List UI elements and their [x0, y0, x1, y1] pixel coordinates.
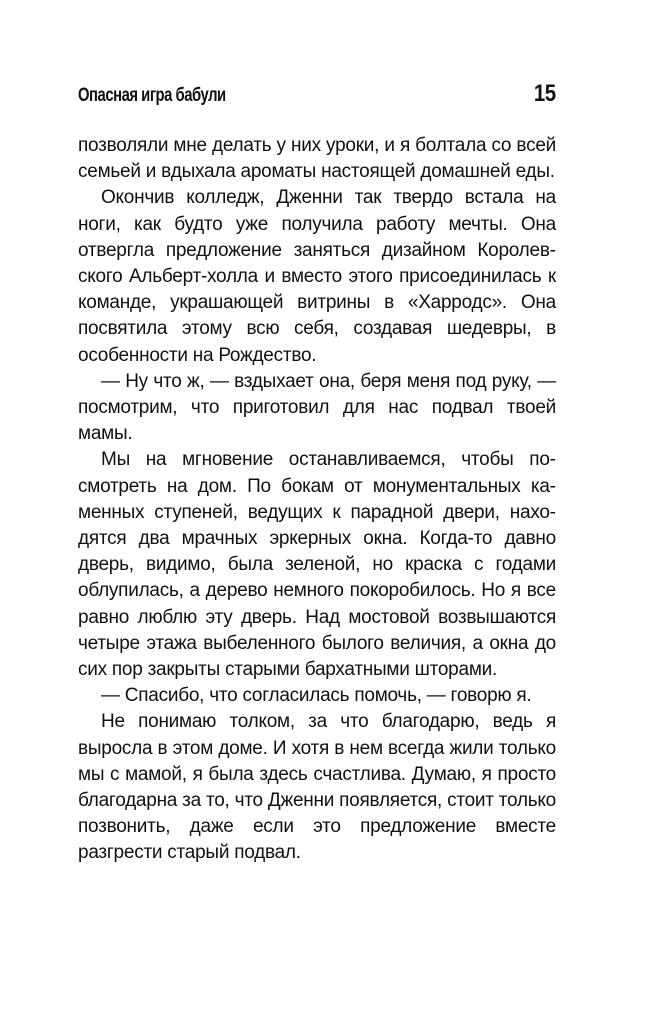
paragraph: Мы на мгновение останавливаемся, чтобы посмотреть на дом. По бокам от монументальных каменных ступеней, ведущих к парадной двери, находятся два мрачных эркерных окна. Когда-то давно дверь, видимо, была зеленой, но краска с годами облупилась, а дерево немного покоробилось. Но я все равно люблю эту дверь. Над мостовой возвышаются четыре этажа выбеленного былого величия, а окна до сих пор закрыты старыми бархатными шторами. [78, 449, 556, 681]
page-number: 15 [534, 80, 556, 107]
book-page [78, 80, 556, 980]
book-title: Опасная игра бабули [78, 85, 226, 106]
paragraph-continued: позволяли мне делать у них уроки, и я болтала со всей семьей и вдыхала ароматы настоящей домашней еды. [78, 135, 556, 183]
dialogue-paragraph: — Ну что ж, — вздыхает она, беря меня под руку, — посмотрим, что приготовил для нас подвал твоей мамы. [78, 370, 556, 445]
dialogue-paragraph: — Спасибо, что согласилась помочь, — говорю я. [101, 685, 532, 707]
running-header [78, 80, 556, 120]
paragraph: Окончив колледж, Дженни так твердо встала на ноги, как будто уже получила работу мечты. Она отвергла предложение заняться дизайном Королевского Альберт-холла и вместо этого присоединилась к команде, украшающей витрины в «Харродс». Она посвятила этому всю себя, создавая шедевры, в особенности на Рождество. [78, 187, 556, 366]
paragraph: Не понимаю толком, за что благодарю, ведь я выросла в этом доме. И хотя в нем всегда жили только мы с мамой, я была здесь счастлива. Думаю, я просто благодарна за то, что Дженни появляется, стоит только позвонить, даже если это предложение вместе разгрести старый подвал. [78, 711, 556, 864]
body-text [78, 133, 556, 867]
